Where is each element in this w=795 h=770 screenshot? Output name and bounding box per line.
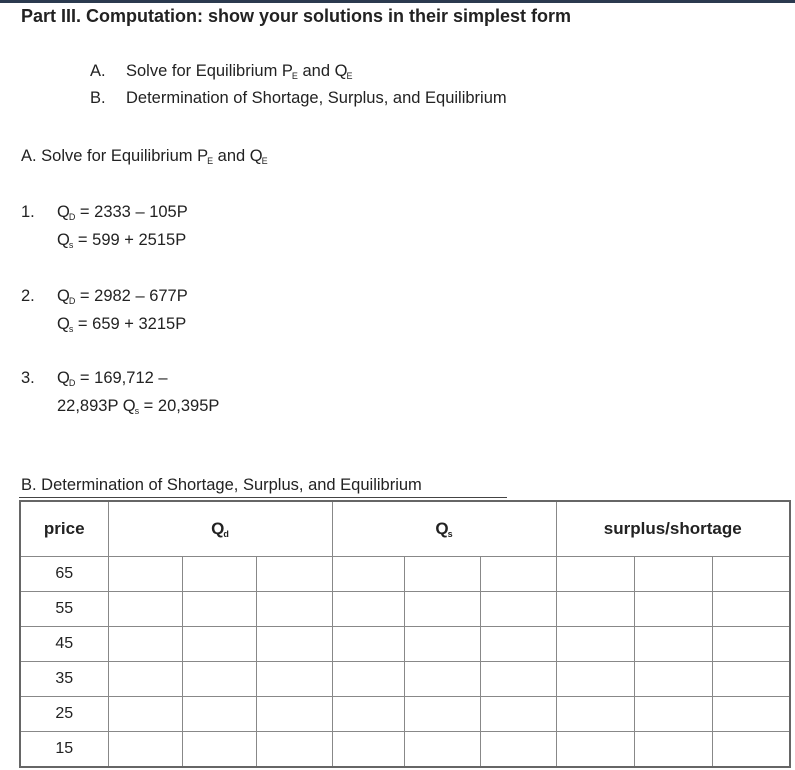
table-row [20, 592, 790, 627]
subscript: s [134, 406, 140, 416]
table-cell [108, 697, 182, 732]
problem-number: 2. [21, 287, 35, 305]
table-cell [182, 557, 256, 592]
table-header-row [20, 501, 790, 557]
table-cell [108, 592, 182, 627]
problem-1-line-2 [57, 231, 186, 250]
table-cell [404, 592, 480, 627]
subscript: s [447, 529, 453, 539]
subscript: E [346, 71, 353, 81]
table-cell [556, 557, 634, 592]
table-cell [556, 732, 634, 768]
table-row [20, 732, 790, 768]
table-cell [256, 662, 332, 697]
table-cell [256, 732, 332, 768]
table-cell [332, 592, 404, 627]
header-qs-label: Q [435, 519, 449, 538]
section-b-heading: B. Determination of Shortage, Surplus, and Equilibrium [21, 476, 422, 494]
header-surplus-shortage: surplus/shortage [556, 501, 790, 557]
problem-number: 1. [21, 203, 35, 221]
table-cell [108, 627, 182, 662]
table-cell [108, 557, 182, 592]
section-a-mid: and Q [213, 147, 263, 165]
header-qd [108, 501, 332, 557]
table-cell [712, 732, 790, 768]
outline-text-a-mid: and Q [297, 62, 348, 80]
table-cell [556, 627, 634, 662]
table-cell [182, 697, 256, 732]
outline-item-a [90, 62, 352, 81]
outline-marker-a: A. [90, 62, 106, 80]
table-cell [634, 697, 712, 732]
table-cell [182, 592, 256, 627]
subscript: E [291, 71, 298, 81]
table-cell [556, 592, 634, 627]
subscript: E [261, 156, 268, 166]
equation-text: = 659 + 3215P [73, 315, 187, 333]
table-cell [712, 627, 790, 662]
price-cell: 25 [20, 697, 108, 732]
shortage-surplus-table [19, 500, 791, 768]
table-cell [634, 557, 712, 592]
table-cell [404, 662, 480, 697]
q-symbol: Q [57, 231, 70, 249]
subscript: D [68, 296, 76, 306]
section-a-text: A. Solve for Equilibrium P [21, 147, 209, 165]
table-row [20, 697, 790, 732]
section-a-heading [21, 147, 268, 166]
table-cell [480, 592, 556, 627]
table-row [20, 627, 790, 662]
outline-marker-b: B. [90, 89, 106, 107]
subscript: s [68, 324, 74, 334]
problem-3-line-1 [21, 369, 168, 388]
equation-text: 22,893P Q [57, 397, 136, 415]
price-cell: 65 [20, 557, 108, 592]
table-cell [480, 627, 556, 662]
table-cell [182, 662, 256, 697]
subscript: D [68, 212, 76, 222]
outline-text-a: Solve for Equilibrium P [126, 62, 293, 80]
table-cell [256, 697, 332, 732]
problem-3-line-2 [57, 397, 219, 416]
table-cell [556, 662, 634, 697]
table-row [20, 557, 790, 592]
table-cell [256, 557, 332, 592]
table-cell [556, 697, 634, 732]
subscript: D [68, 378, 76, 388]
table-cell [108, 662, 182, 697]
q-symbol: Q [57, 315, 70, 333]
subscript: s [68, 240, 74, 250]
table-cell [404, 732, 480, 768]
outline-item-b [90, 89, 507, 108]
table-cell [332, 627, 404, 662]
table-cell [182, 732, 256, 768]
equation-text: = 169,712 – [75, 369, 168, 387]
table-cell [256, 627, 332, 662]
table-cell [404, 557, 480, 592]
problem-1-line-1 [21, 203, 188, 222]
top-border [0, 0, 795, 3]
header-price: price [20, 501, 108, 557]
table-cell [480, 557, 556, 592]
table-cell [634, 627, 712, 662]
table-cell [480, 732, 556, 768]
equation-text: = 20,395P [139, 397, 220, 415]
table-row [20, 662, 790, 697]
header-qd-label: Q [211, 519, 225, 538]
equation-text: = 2982 – 677P [75, 287, 188, 305]
table-cell [182, 627, 256, 662]
table-cell [634, 592, 712, 627]
price-cell: 55 [20, 592, 108, 627]
table-cell [480, 662, 556, 697]
table-cell [332, 697, 404, 732]
q-symbol: Q [57, 369, 70, 387]
problem-2-line-1 [21, 287, 188, 306]
table-cell [712, 592, 790, 627]
table-cell [712, 662, 790, 697]
table-cell [404, 697, 480, 732]
problem-2-line-2 [57, 315, 186, 334]
table-cell [480, 697, 556, 732]
subscript: E [207, 156, 214, 166]
price-cell: 35 [20, 662, 108, 697]
outline-text-b: Determination of Shortage, Surplus, and Equilibrium [126, 89, 507, 107]
table-cell [634, 732, 712, 768]
table-cell [256, 592, 332, 627]
equation-text: = 2333 – 105P [75, 203, 188, 221]
equation-text: = 599 + 2515P [73, 231, 187, 249]
table-cell [108, 732, 182, 768]
section-b-underline [19, 497, 507, 498]
table-cell [404, 627, 480, 662]
q-symbol: Q [57, 287, 70, 305]
price-cell: 45 [20, 627, 108, 662]
price-cell: 15 [20, 732, 108, 768]
table-cell [332, 732, 404, 768]
header-qs [332, 501, 556, 557]
table-cell [332, 557, 404, 592]
table-cell [634, 662, 712, 697]
problem-number: 3. [21, 369, 35, 387]
page-title: Part III. Computation: show your solutions in their simplest form [21, 6, 572, 26]
table-cell [712, 697, 790, 732]
q-symbol: Q [57, 203, 70, 221]
table-cell [332, 662, 404, 697]
table-cell [712, 557, 790, 592]
subscript: d [223, 529, 229, 539]
